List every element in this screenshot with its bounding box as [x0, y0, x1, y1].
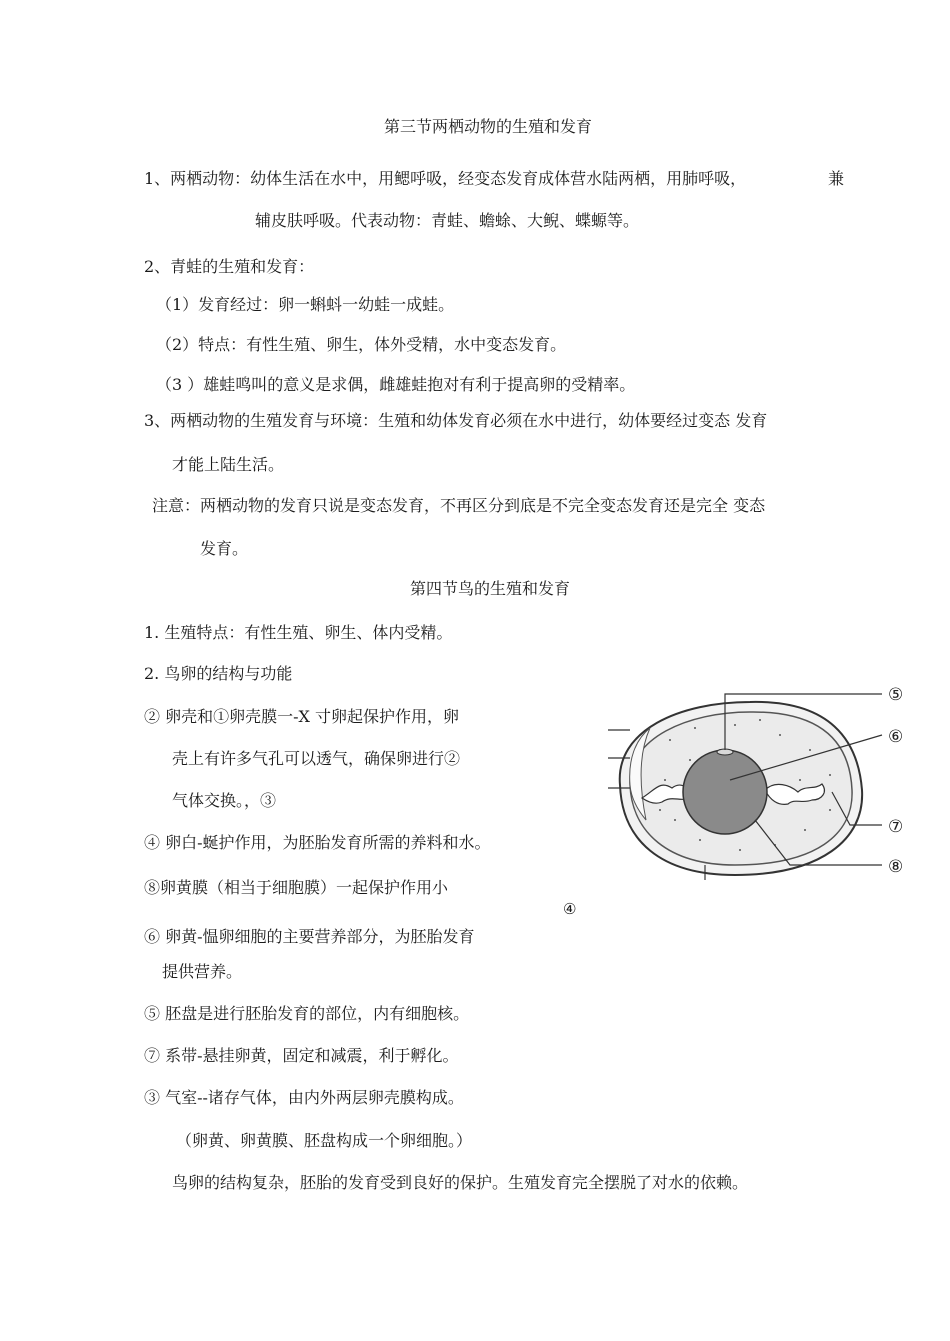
section3-title: 第三节两栖动物的生殖和发育 — [384, 117, 593, 136]
yolk — [683, 750, 767, 834]
section4-s7: ③ 气室--诸存气体，由内外两层卵壳膜构成。 — [144, 1088, 464, 1107]
section4-s1-line1: ② 卵壳和①卵壳膜一-X 寸卵起保护作用，卵 — [144, 707, 459, 726]
section3-p1-line1-end: 兼 — [828, 169, 845, 188]
section3-p2-1: （1）发育经过：卵一蝌蚪一幼蛙一成蛙。 — [156, 295, 455, 314]
figure-label-6: ⑥ — [888, 727, 904, 747]
figure-label-7: ⑦ — [888, 817, 904, 837]
section3-p1-line2: 辅皮肤呼吸。代表动物：青蛙、蟾蜍、大鲵、蝶螈等。 — [255, 211, 640, 230]
section4-s1-line3: 气体交换。，③ — [172, 791, 277, 810]
section4-s6: ⑦ 系带-悬挂卵黄，固定和减震，利于孵化。 — [144, 1046, 459, 1065]
section4-s9: 鸟卵的结构复杂，胚胎的发育受到良好的保护。生殖发育完全摆脱了对水的依赖。 — [172, 1173, 749, 1192]
section3-p2-3: （3 ）雄蛙鸣叫的意义是求偶，雌雄蛙抱对有利于提高卵的受精率。 — [156, 375, 636, 394]
section4-s4-line1: ⑥ 卵黄-愠卵细胞的主要营养部分，为胚胎发育 — [144, 927, 475, 946]
section4-s2: ④ 卵白-蜒护作用，为胚胎发育所需的养料和水。 — [144, 833, 491, 852]
figure-label-4: ④ — [563, 900, 577, 918]
section4-s3: ⑧卵黄膜（相当于细胞膜）一起保护作用小 — [144, 878, 449, 897]
egg-structure-diagram — [600, 680, 920, 890]
section4-s5: ⑤ 胚盘是进行胚胎发育的部位，内有细胞核。 — [144, 1004, 470, 1023]
section4-title: 第四节鸟的生殖和发育 — [410, 579, 571, 598]
section3-p3-line1: 3、两栖动物的生殖发育与环境：生殖和幼体发育必须在水中进行，幼体要经过变态 发育 — [144, 411, 768, 430]
section3-p2-2: （2）特点：有性生殖、卵生，体外受精，水中变态发育。 — [156, 335, 567, 354]
section4-p2: 2. 鸟卵的结构与功能 — [144, 664, 293, 683]
section3-p2: 2、青蛙的生殖和发育： — [144, 257, 315, 276]
section4-s4-line2: 提供营养。 — [162, 962, 243, 981]
section3-p1-line1: 1、两栖动物：幼体生活在水中，用鳃呼吸，经变态发育成体营水陆两栖，用肺呼吸， — [144, 169, 747, 188]
section4-s1-line2: 壳上有许多气孔可以透气，确保卵进行② — [172, 749, 461, 768]
section3-p3-line2: 才能上陆生活。 — [172, 455, 285, 474]
section4-s8: （卵黄、卵黄膜、胚盘构成一个卵细胞。） — [176, 1131, 473, 1150]
section3-note-line2: 发育。 — [200, 539, 249, 558]
section3-note-line1: 注意：两栖动物的发育只说是变态发育，不再区分到底是不完全变态发育还是完全 变态 — [152, 496, 766, 515]
section4-p1: 1. 生殖特点：有性生殖、卵生、体内受精。 — [144, 623, 453, 642]
figure-label-5: ⑤ — [888, 685, 904, 705]
figure-label-8: ⑧ — [888, 857, 904, 877]
